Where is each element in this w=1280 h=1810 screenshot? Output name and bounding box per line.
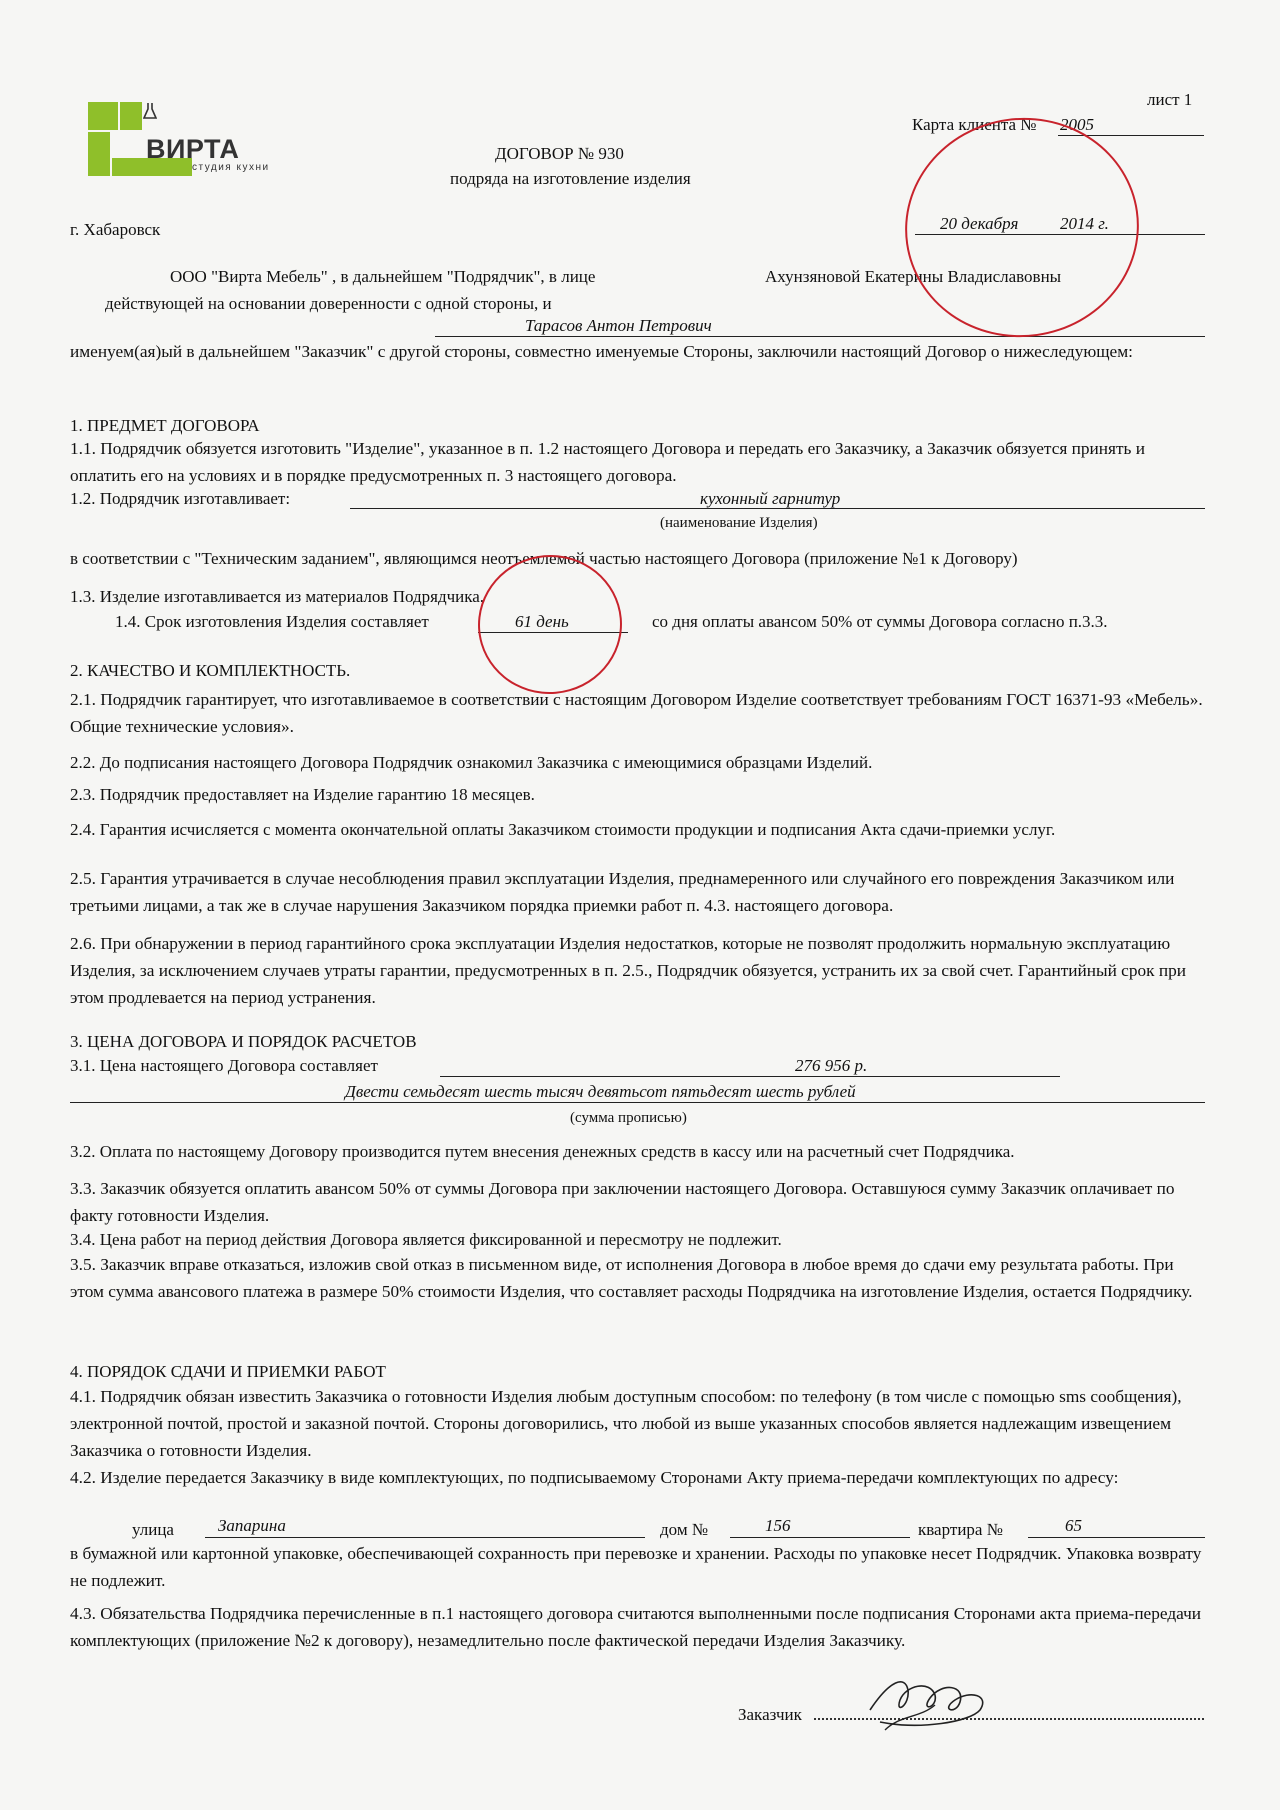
section-2-heading: 2. КАЧЕСТВО И КОМПЛЕКТНОСТЬ. <box>70 661 351 680</box>
contract-title: ДОГОВОР № 930 <box>495 144 624 163</box>
apt-label: квартира № <box>918 1520 1003 1539</box>
section-3-heading: 3. ЦЕНА ДОГОВОРА И ПОРЯДОК РАСЧЕТОВ <box>70 1032 417 1051</box>
section-4-heading: 4. ПОРЯДОК СДАЧИ И ПРИЕМКИ РАБОТ <box>70 1362 386 1381</box>
client-card-number: 2005 <box>1060 115 1094 134</box>
clause-4-3: 4.3. Обязательства Подрядчика перечисленные в п.1 настоящего договора считаются выполненными после подписания Сторонами акта приема-передачи комплектующих (приложение №2 к договору), незамедлительно после фактической передачи Изделия Заказчику. <box>70 1604 1202 1650</box>
street-label: улица <box>132 1520 174 1539</box>
intro-contractor: ООО "Вирта Мебель" , в дальнейшем "Подрядчик", в лице <box>170 267 596 286</box>
clause-2-2: 2.2. До подписания настоящего Договора Подрядчик ознакомил Заказчика с имеющимися образцами Изделий. <box>70 753 873 772</box>
apt-value: 65 <box>1065 1516 1082 1535</box>
clause-3-5: 3.5. Заказчик вправе отказаться, изложив свой отказ в письменном виде, от исполнения Договора в любое время до сдачи ему результата работы. При этом сумма авансового платежа в размере 50% стоимости Изделия, что составляет расходы Подрядчика на изготовление Изделия, остается Подрядчику. <box>70 1255 1193 1301</box>
clause-3-3: 3.3. Заказчик обязуется оплатить авансом 50% от суммы Договора при заключении настоящего Договора. Оставшуюся сумму Заказчик оплачивает по факту готовности Изделия. <box>70 1179 1175 1225</box>
red-circle-term <box>472 549 628 700</box>
contract-date: 20 декабря <box>940 214 1019 233</box>
clause-1-1: 1.1. Подрядчик обязуется изготовить "Изделие", указанное в п. 1.2 настоящего Договора и передать его Заказчику, а Заказчик обязуется принять и оплатить его на условиях и в порядке предусмотренных п. 3 настоящего договора. <box>70 439 1145 485</box>
clause-4-1: 4.1. Подрядчик обязан известить Заказчика о готовности Изделия любым доступным способом: по телефону (в том числе с помощью sms сообщения), электронной почтой, простой и заказной почтой. Стороны договорились, что любой из выше указанных способов является надлежащим извещением Заказчика о готовности Изделия. <box>70 1387 1182 1460</box>
price-caption: (сумма прописью) <box>570 1110 687 1126</box>
clause-3-1-label: 3.1. Цена настоящего Договора составляет <box>70 1056 378 1075</box>
logo-name: ВИРТА <box>146 134 240 164</box>
client-card-label: Карта клиента № <box>912 115 1037 134</box>
customer-sign-label: Заказчик <box>738 1705 802 1724</box>
production-term: 61 день <box>515 612 569 631</box>
street-value: Запарина <box>218 1516 286 1535</box>
clause-3-4: 3.4. Цена работ на период действия Договора является фиксированной и пересмотру не подлежит. <box>70 1230 782 1249</box>
intro-parties: именуем(ая)ый в дальнейшем "Заказчик" с другой стороны, совместно именуемые Стороны, заключили настоящий Договор о нижеследующем: <box>70 342 1133 361</box>
clause-2-5: 2.5. Гарантия утрачивается в случае несоблюдения правил эксплуатации Изделия, преднамеренного или случайного его повреждения Заказчиком или третьими лицами, а так же в случае нарушения Заказчиком порядка приемки работ п. 4.3. настоящего договора. <box>70 869 1175 915</box>
clause-3-2: 3.2. Оплата по настоящему Договору производится путем внесения денежных средств в кассу или на расчетный счет Подрядчика. <box>70 1142 1015 1161</box>
flask-icon <box>143 102 157 120</box>
house-label: дом № <box>660 1520 709 1539</box>
customer-signature <box>860 1660 1010 1740</box>
clause-4-2: 4.2. Изделие передается Заказчику в виде комплектующих, по подписываемому Сторонами Акту приема-передачи комплектующих по адресу: <box>70 1468 1119 1487</box>
sheet-label: лист 1 <box>1147 90 1193 109</box>
intro-basis: действующей на основании доверенности с одной стороны, и <box>105 294 552 313</box>
house-value: 156 <box>765 1516 791 1535</box>
scan-edge-mark <box>0 0 28 140</box>
contract-price: 276 956 р. <box>795 1056 868 1075</box>
section-1-heading: 1. ПРЕДМЕТ ДОГОВОРА <box>70 416 260 435</box>
clause-1-4-tail: со дня оплаты авансом 50% от суммы Договора согласно п.3.3. <box>652 612 1108 631</box>
logo-tagline: студия кухни <box>192 162 270 173</box>
clause-1-2-label: 1.2. Подрядчик изготавливает: <box>70 489 291 508</box>
customer-name: Тарасов Антон Петрович <box>525 316 712 335</box>
clause-2-4: 2.4. Гарантия исчисляется с момента окончательной оплаты Заказчиком стоимости продукции и подписания Акта сдачи-приемки услуг. <box>70 820 1056 839</box>
contract-subtitle: подряда на изготовление изделия <box>450 169 691 188</box>
clause-2-6: 2.6. При обнаружении в период гарантийного срока эксплуатации Изделия недостатков, которые не позволят продолжить нормальную эксплуатацию Изделия, за исключением случаев утраты гарантии, предусмотренных в п. 2.5., Подрядчик обязуется, устранить их за свой счет. Гарантийный срок при этом продлевается на период устранения. <box>70 934 1186 1007</box>
price-in-words: Двести семьдесят шесть тысяч девятьсот пятьдесят шесть рублей <box>345 1082 856 1101</box>
red-circle-date <box>891 103 1153 352</box>
clause-1-3: 1.3. Изделие изготавливается из материалов Подрядчика. <box>70 587 485 606</box>
contract-year: 2014 г. <box>1060 214 1109 233</box>
clause-4-2-tail: в бумажной или картонной упаковке, обеспечивающей сохранность при перевозке и хранении. Расходы по упаковке несет Подрядчик. Упаковка возврату не подлежит. <box>70 1544 1202 1590</box>
clause-1-2-tail: в соответствии с "Техническим заданием", являющимся неотъемлемой частью настоящего Договора (приложение №1 к Договору) <box>70 549 1018 568</box>
product-caption: (наименование Изделия) <box>660 515 818 531</box>
clause-1-4-label: 1.4. Срок изготовления Изделия составляет <box>115 612 429 631</box>
product-name: кухонный гарнитур <box>700 489 841 508</box>
clause-2-3: 2.3. Подрядчик предоставляет на Изделие гарантию 18 месяцев. <box>70 785 535 804</box>
intro-representative: Ахунзяновой Екатерины Владиславовны <box>765 267 1062 286</box>
clause-2-1: 2.1. Подрядчик гарантирует, что изготавливаемое в соответствии с настоящим Договором Изделие соответствует требованиям ГОСТ 16371-93 «Мебель». Общие технические условия». <box>70 690 1203 736</box>
city: г. Хабаровск <box>70 220 161 239</box>
